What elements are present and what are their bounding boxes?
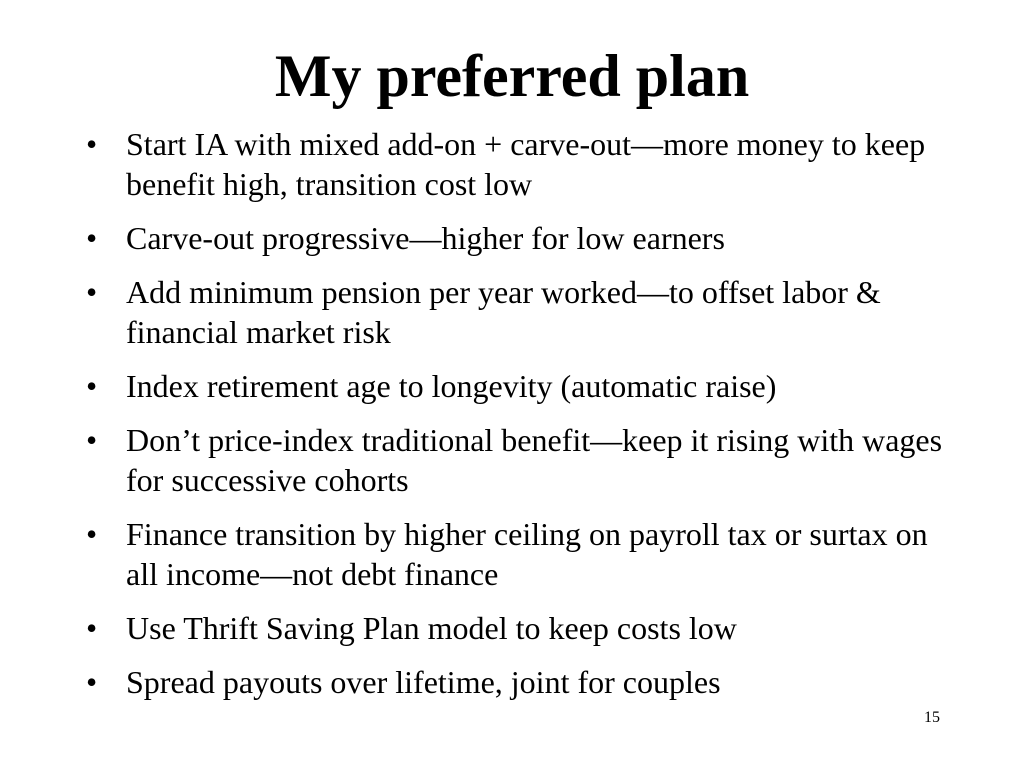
bullet-text: Index retirement age to longevity (automatic raise) [126,368,777,404]
bullet-text: Add minimum pension per year worked—to offset labor & financial market risk [126,274,881,350]
bullet-item [86,420,966,500]
bullet-text: Finance transition by higher ceiling on payroll tax or surtax on all income—not debt finance [126,516,928,592]
bullet-dot: • [86,126,98,162]
bullet-item [86,662,966,702]
bullet-item [86,366,966,406]
bullet-item [86,514,966,594]
bullet-dot: • [86,516,98,552]
bullet-text: Carve-out progressive—higher for low earners [126,220,725,256]
bullet-dot: • [86,664,98,700]
page-number: 15 [924,709,940,726]
bullet-dot: • [86,610,98,646]
slide-title: My preferred plan [274,43,750,109]
bullet-list [86,124,966,716]
bullet-text: Don’t price-index traditional benefit—keep it rising with wages for successive cohorts [126,422,943,498]
bullet-text: Spread payouts over lifetime, joint for couples [126,664,721,700]
bullet-item [86,218,966,258]
bullet-dot: • [86,220,98,256]
bullet-dot: • [86,274,98,310]
bullet-dot: • [86,422,98,458]
bullet-dot: • [86,368,98,404]
bullet-text: Use Thrift Saving Plan model to keep costs low [126,610,737,646]
bullet-item [86,124,966,204]
bullet-text: Start IA with mixed add-on + carve-out—more money to keep benefit high, transition cost low [126,126,926,202]
bullet-item [86,272,966,352]
bullet-item [86,608,966,648]
